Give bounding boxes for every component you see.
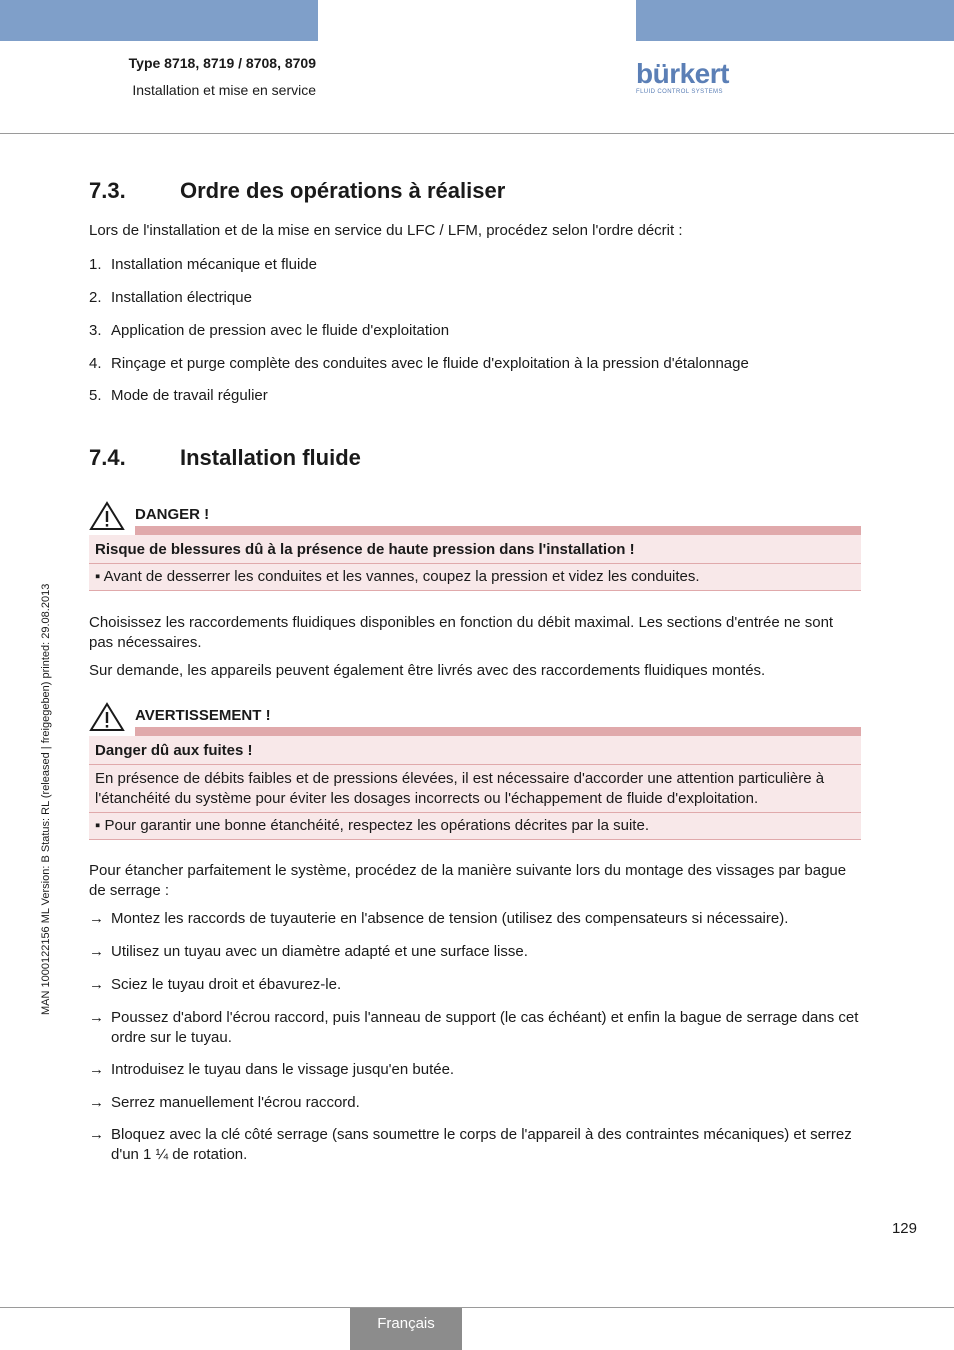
svg-text:FLUID CONTROL SYSTEMS: FLUID CONTROL SYSTEMS (636, 89, 723, 95)
burkert-logo (636, 58, 736, 101)
arrow-icon: → (89, 1009, 104, 1026)
warning-label: AVERTISSEMENT ! (135, 707, 271, 724)
document-side-reference: MAN 1000122156 ML Version: B Status: RL (released | freigegeben) printed: 29.08.2013 (40, 583, 52, 1015)
list-item: 2. Installation électrique (89, 289, 252, 306)
language-tab: Français (350, 1308, 462, 1350)
danger-headline: Risque de blessures dû à la présence de haute pression dans l'installation ! (95, 541, 635, 558)
document-type: Type 8718, 8719 / 8708, 8709 (128, 55, 316, 71)
danger-stripe (135, 526, 861, 535)
section-title: Installation fluide (180, 445, 361, 470)
list-item: 1. Installation mécanique et fluide (89, 256, 317, 273)
action-step: → Introduisez le tuyau dans le vissage jusqu'en butée. (89, 1061, 455, 1078)
document-subtitle: Installation et mise en service (132, 82, 316, 98)
action-step: → Sciez le tuyau droit et ébavurez-le. (89, 976, 342, 993)
danger-separator (89, 563, 861, 564)
page-number: 129 (891, 1220, 917, 1237)
action-step: → Bloquez avec la clé côté serrage (sans soumettre le corps de l'appareil à des contraintes mécaniques) et serrez d'un 1 ¼ de rotation. (89, 1126, 852, 1163)
header-bar-left (0, 0, 318, 41)
arrow-icon: → (89, 910, 104, 927)
warning-triangle-icon (89, 702, 125, 732)
danger-body (89, 535, 861, 591)
list-item: 5. Mode de travail régulier (89, 387, 268, 404)
warning-bullet: ▪ Pour garantir une bonne étanchéité, respectez les opérations décrites par la suite. (95, 817, 649, 834)
section-number: 7.3. (89, 178, 126, 203)
section-heading-7-4 (89, 445, 789, 473)
footer-divider (0, 1307, 954, 1308)
arrow-icon: → (89, 976, 104, 993)
action-step: → Utilisez un tuyau avec un diamètre adapté et une surface lisse. (89, 943, 528, 960)
arrow-icon: → (89, 943, 104, 960)
action-step: → Montez les raccords de tuyauterie en l'absence de tension (utilisez des compensateurs si nécessaire). (89, 910, 789, 927)
svg-text:bürkert: bürkert (636, 58, 729, 89)
danger-header (89, 505, 861, 527)
paragraph: Pour étancher parfaitement le système, procédez de la manière suivante lors du montage des vissages par bague de serrage : (89, 862, 847, 899)
action-step: → Serrez manuellement l'écrou raccord. (89, 1094, 360, 1111)
list-item: 4. Rinçage et purge complète des conduites avec le fluide d'exploitation à la pression d'étalonnage (89, 355, 749, 372)
warning-header (89, 706, 861, 728)
warning-separator (89, 764, 861, 765)
danger-label: DANGER ! (135, 506, 210, 523)
warning-triangle-icon (89, 501, 125, 531)
paragraph: Choisissez les raccordements fluidiques disponibles en fonction du débit maximal. Les sections d'entrée ne sont pas nécessaires. (89, 614, 834, 651)
arrow-icon: → (89, 1094, 104, 1111)
warning-box (89, 706, 861, 840)
header-bar-right (636, 0, 954, 41)
warning-body (89, 736, 861, 840)
list-item: 3. Application de pression avec le fluide d'exploitation (89, 322, 450, 339)
arrow-icon: → (89, 1126, 104, 1143)
section-number: 7.4. (89, 445, 126, 470)
warning-headline: Danger dû aux fuites ! (95, 742, 253, 759)
paragraph: Sur demande, les appareils peuvent également être livrés avec des raccordements fluidiques montés. (89, 662, 766, 679)
danger-bullet: ▪ Avant de desserrer les conduites et les vannes, coupez la pression et videz les conduites. (95, 568, 700, 585)
danger-box (89, 505, 861, 591)
arrow-icon: → (89, 1061, 104, 1078)
section-intro: Lors de l'installation et de la mise en service du LFC / LFM, procédez selon l'ordre décrit : (89, 222, 683, 239)
warning-text: En présence de débits faibles et de pressions élevées, il est nécessaire d'accorder une attention particulière à l'étanchéité du système pour éviter les dosages incorrects ou l'échappement de fluide d'exploitation. (95, 770, 825, 807)
section-heading-7-3 (89, 178, 789, 206)
section-title: Ordre des opérations à réaliser (180, 178, 506, 203)
warning-separator (89, 812, 861, 813)
warning-stripe (135, 727, 861, 736)
action-step: → Poussez d'abord l'écrou raccord, puis l'anneau de support (le cas échéant) et enfin la bague de serrage dans cet ordre sur le tuyau. (89, 1009, 859, 1046)
header-divider (0, 133, 954, 134)
